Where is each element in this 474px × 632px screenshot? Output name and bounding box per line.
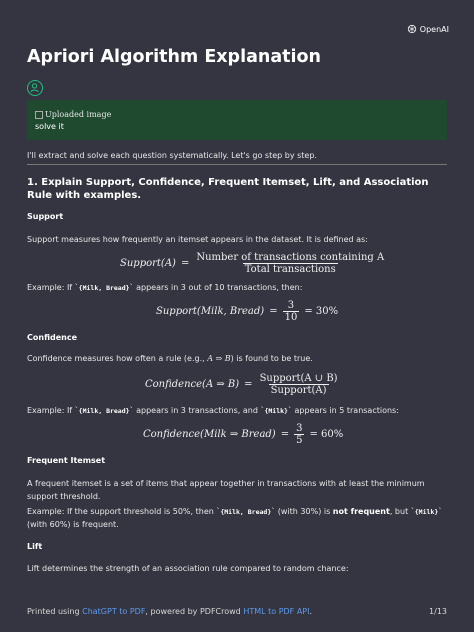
page-title: Apriori Algorithm Explanation bbox=[27, 47, 322, 67]
openai-brand bbox=[407, 24, 449, 34]
support-example-formula: Support(Milk, Bread) = $\frac{3}{10}$ = 30% bbox=[156, 300, 339, 323]
chatgpt-to-pdf-link[interactable]: ChatGPT to PDF bbox=[82, 607, 146, 616]
frequent-itemset-heading: Frequent Itemset bbox=[27, 456, 106, 465]
openai-logo-icon bbox=[407, 24, 417, 34]
user-avatar-icon bbox=[27, 80, 43, 96]
confidence-definition: Confidence measures how often a rule (e.g., A ⇒ B) is found to be true. bbox=[27, 354, 313, 363]
frequent-example-line2: (with 60%) is frequent. bbox=[27, 520, 119, 529]
frequent-example: Example: If the support threshold is 50%, then `{Milk, Bread}` (with 30%) is not frequent, but `{Milk}` bbox=[27, 507, 443, 516]
confidence-example-formula: Confidence(Milk ⇒ Bread) = $\frac{3}{5}$ = 60% bbox=[143, 423, 344, 446]
html-to-pdf-api-link[interactable]: HTML to PDF API bbox=[243, 607, 310, 616]
brand-name: OpenAI bbox=[419, 24, 449, 34]
frequent-definition-line1: A frequent itemset is a set of items that appear together in transactions with at least the minimum bbox=[27, 479, 425, 488]
user-message bbox=[27, 100, 447, 140]
confidence-heading: Confidence bbox=[27, 333, 78, 342]
divider bbox=[27, 164, 447, 165]
confidence-example: Example: If `{Milk, Bread}` appears in 3 transactions, and `{Milk}` appears in 5 transactions: bbox=[27, 406, 399, 415]
confidence-formula: Confidence(A ⇒ B) = $\frac{\text{Support(A ∪ B)}}{\text{Support(A)}}$ bbox=[145, 373, 338, 396]
user-prompt-text: solve it bbox=[35, 122, 64, 131]
intro-text: I'll extract and solve each question systematically. Let's go step by step. bbox=[27, 151, 317, 160]
lift-definition: Lift determines the strength of an association rule compared to random chance: bbox=[27, 564, 349, 573]
frequent-definition-line2: support threshold. bbox=[27, 492, 101, 501]
footer: Printed using ChatGPT to PDF, powered by PDFCrowd HTML to PDF API. bbox=[27, 607, 313, 616]
section-heading: 1. Explain Support, Confidence, Frequent Itemset, Lift, and Association Rule with examples. bbox=[27, 177, 429, 201]
support-example: Example: If `{Milk, Bread}` appears in 3 out of 10 transactions, then: bbox=[27, 283, 303, 292]
support-formula: Support(A) = $\frac{\text{Number of transactions containing A}}{\text{Total transactions}}$ bbox=[120, 252, 385, 275]
broken-image-icon bbox=[35, 111, 43, 119]
lift-heading: Lift bbox=[27, 542, 43, 551]
page-number: 1/13 bbox=[429, 607, 447, 616]
support-definition: Support measures how frequently an itemset appears in the dataset. It is defined as: bbox=[27, 235, 368, 244]
image-alt-text: Uploaded image bbox=[45, 110, 112, 119]
support-heading: Support bbox=[27, 212, 64, 221]
uploaded-image bbox=[35, 110, 439, 119]
